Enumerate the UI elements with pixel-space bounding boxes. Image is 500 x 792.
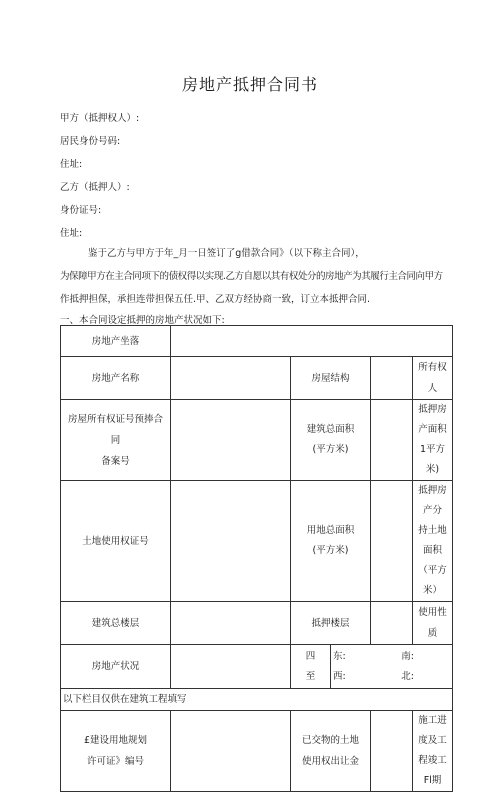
id-card-label: 身份证号:: [60, 205, 102, 216]
land-area-value[interactable]: [371, 481, 413, 602]
land-fee-value[interactable]: [371, 711, 413, 792]
status-value[interactable]: [171, 645, 291, 689]
structure-value[interactable]: [371, 357, 413, 400]
land-share-line-3: （平方米）: [418, 565, 447, 596]
mortgage-area-line-1: 抵押房产面积: [418, 404, 447, 435]
cert-no-value[interactable]: [171, 400, 291, 481]
land-share-line-2: 持土地面积: [418, 525, 447, 556]
location-value[interactable]: [171, 326, 453, 357]
floor-area-value[interactable]: [371, 400, 413, 481]
address-b-label: 住址:: [60, 228, 83, 239]
north-label: 北:: [401, 670, 414, 682]
cert-no-line-1: 房屋所有权证号预捧合同: [67, 413, 163, 446]
mortgage-area-line-2: 1平方米): [419, 444, 446, 475]
construction-note: 以下栏目仅供在建筑工程填写: [61, 689, 453, 711]
document-title: 房地产抵押合同书: [181, 75, 318, 94]
property-table: [60, 325, 453, 792]
land-fee-label: [291, 711, 371, 792]
total-floors-value[interactable]: [171, 602, 291, 645]
mortgage-floor-value[interactable]: [371, 602, 413, 645]
land-fee-line-1: 已交物的土地: [301, 735, 359, 746]
land-area-line-2: (平方米): [312, 545, 349, 556]
owner-label: 所有权人: [413, 357, 453, 400]
preamble-paragraph: [60, 242, 452, 311]
preamble-line-2: 为保障甲方在主合同项下的债权得以实现.乙方自愿以其有权处分的房地产为其履行主合同向甲方: [60, 271, 443, 282]
boundary-four: 四: [305, 650, 316, 662]
preamble-line-3: 作抵押担保，承担连带担保五任.甲、乙双方经协商一致，订立本抵押合同.: [60, 294, 371, 305]
plan-permit-label: [61, 711, 171, 792]
boundary-values[interactable]: [331, 645, 453, 689]
land-area-label: [291, 481, 371, 602]
west-label: 西:: [333, 670, 346, 682]
cert-no-label: [61, 400, 171, 481]
floor-area-label: [291, 400, 371, 481]
boundary-to: 至: [305, 670, 316, 682]
floor-area-line-2: (平方米): [312, 444, 349, 455]
cert-no-line-2: 备案号: [101, 455, 130, 467]
progress-label: [413, 711, 453, 792]
id-number-label: 居民身份号码:: [60, 136, 121, 147]
floor-area-line-1: 建筑总面积: [306, 424, 355, 435]
boundary-label: [291, 645, 331, 689]
mortgage-area-label: [413, 400, 453, 481]
progress-line-2: 程竣工Fl期: [418, 755, 447, 786]
south-label: 南:: [401, 650, 414, 662]
plan-permit-line-2: 许可证》编号: [86, 756, 144, 767]
total-floors-label: 建筑总楼层: [61, 602, 171, 645]
land-share-label: [413, 481, 453, 602]
party-a-label: 甲方（抵押权人）:: [60, 113, 140, 124]
section-1-heading: 一、本合同设定抵押的房地产状况如下:: [60, 315, 225, 326]
location-label: 房地产坐落: [61, 326, 171, 357]
name-value[interactable]: [171, 357, 291, 400]
east-label: 东:: [333, 650, 346, 662]
plan-permit-value[interactable]: [171, 711, 291, 792]
land-fee-line-2: 使用权出让金: [301, 756, 359, 767]
mortgage-floor-label: 抵押楼层: [291, 602, 371, 645]
status-label: 房地产状况: [61, 645, 171, 689]
name-label: 房地产名称: [61, 357, 171, 400]
preamble-line-1: 鉴于乙方与甲方于年_月一日签订了g借款合同》（以下称主合同），: [88, 248, 365, 259]
address-a-label: 住址:: [60, 159, 83, 170]
land-area-line-1: 用地总面积: [306, 525, 355, 536]
plan-permit-line-1: £建设用地规划: [83, 735, 148, 746]
structure-label: 房屋结构: [291, 357, 371, 400]
land-share-line-1: 抵押房产分: [418, 485, 447, 516]
usage-label: 使用性质: [413, 602, 453, 645]
party-b-label: 乙方（抵押人）:: [60, 182, 130, 193]
land-cert-label: 土地使用权证号: [61, 481, 171, 602]
land-cert-value[interactable]: [171, 481, 291, 602]
progress-line-1: 施工进度及工: [418, 715, 447, 746]
